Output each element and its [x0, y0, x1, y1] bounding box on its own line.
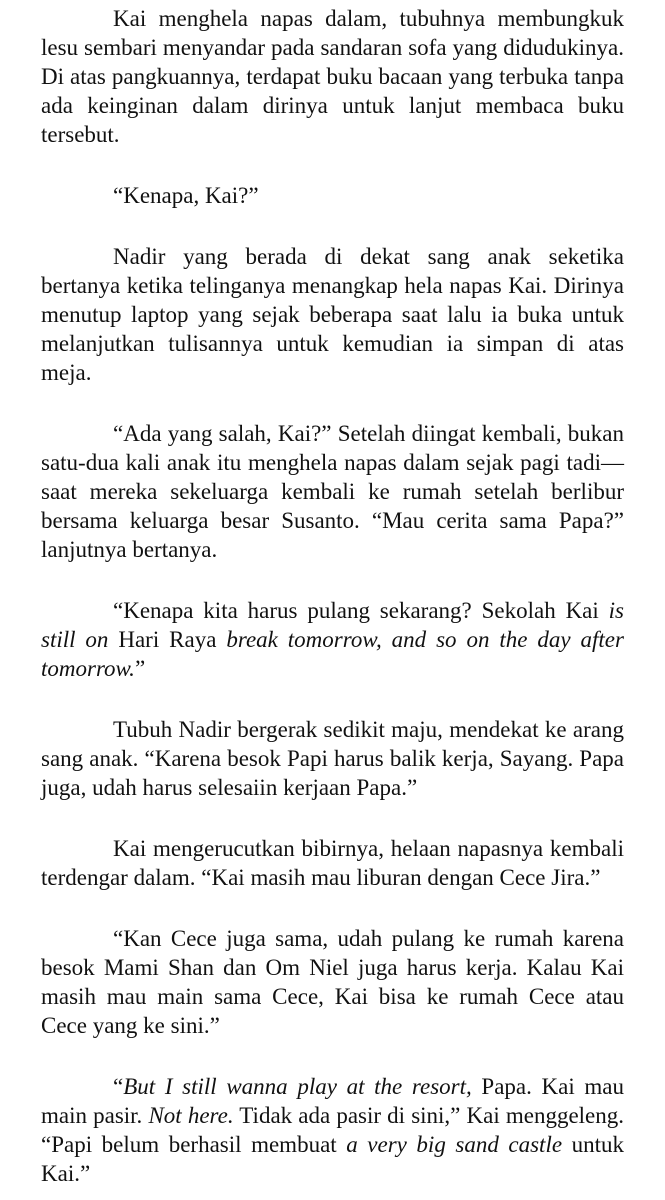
- paragraph-4: [41, 419, 624, 564]
- italic-segment: Not here.: [148, 1103, 234, 1128]
- text-segment: “Ada yang salah, Kai?” Setelah diingat kembali, bukan satu-dua kali anak itu menghela napas dalam sejak pagi tadi—saat mereka sekeluarga kembali ke rumah setelah berlibur bersama keluarga besar Susanto. “Mau cerita sama Papa?” lanjutnya bertanya.: [41, 421, 624, 562]
- text-segment: Tubuh Nadir bergerak sedikit maju, mendekat ke arang sang anak. “Karena besok Papi harus balik kerja, Sayang. Papa juga, udah harus selesaiin kerjaan Papa.”: [41, 717, 624, 800]
- text-segment: “Kenapa kita harus pulang sekarang? Sekolah Kai: [113, 598, 609, 623]
- text-segment: Nadir yang berada di dekat sang anak seketika bertanya ketika telinganya menangkap hela napas Kai. Dirinya menutup laptop yang sejak beberapa saat lalu ia buka untuk melanjutkan tulisannya untuk kemudian ia simpan di atas meja.: [41, 244, 624, 385]
- text-segment: ”: [134, 656, 146, 681]
- text-segment: “Kan Cece juga sama, udah pulang ke rumah karena besok Mami Shan dan Om Niel juga harus kerja. Kalau Kai masih mau main sama Cece, Kai bisa ke rumah Cece atau Cece yang ke sini.”: [41, 926, 624, 1038]
- text-segment: Kai menghela napas dalam, tubuhnya membungkuk lesu sembari menyandar pada sandaran sofa yang didudukinya. Di atas pangkuannya, terdapat buku bacaan yang terbuka tanpa ada keinginan dalam dirinya untuk lanjut membaca buku tersebut.: [41, 6, 624, 147]
- text-segment: Papa. Kai mau main pasir.: [41, 1074, 625, 1128]
- italic-segment: a very big sand castle: [346, 1132, 563, 1157]
- paragraph-5: [41, 596, 624, 683]
- paragraph-2: [41, 181, 624, 210]
- italic-segment: is still on: [41, 598, 624, 652]
- text-segment: Tidak ada pasir di sini,” Kai menggeleng. “Papi belum berhasil membuat: [41, 1103, 625, 1157]
- paragraph-9: [41, 1072, 624, 1188]
- text-segment: Hari Raya: [108, 627, 227, 652]
- paragraph-6: [41, 715, 624, 802]
- paragraph-3: [41, 242, 624, 387]
- italic-segment: But I still wanna play at the resort,: [123, 1074, 472, 1099]
- text-segment: untuk Kai.”: [41, 1132, 624, 1186]
- italic-segment: break tomorrow, and so on the day after tomorrow.: [41, 627, 624, 681]
- text-segment: “Kenapa, Kai?”: [113, 183, 259, 208]
- text-segment: “: [113, 1074, 124, 1099]
- paragraph-7: [41, 834, 624, 892]
- text-segment: Kai mengerucutkan bibirnya, helaan napasnya kembali terdengar dalam. “Kai masih mau liburan dengan Cece Jira.”: [41, 836, 624, 890]
- paragraph-1: [41, 4, 624, 149]
- paragraph-8: [41, 924, 624, 1040]
